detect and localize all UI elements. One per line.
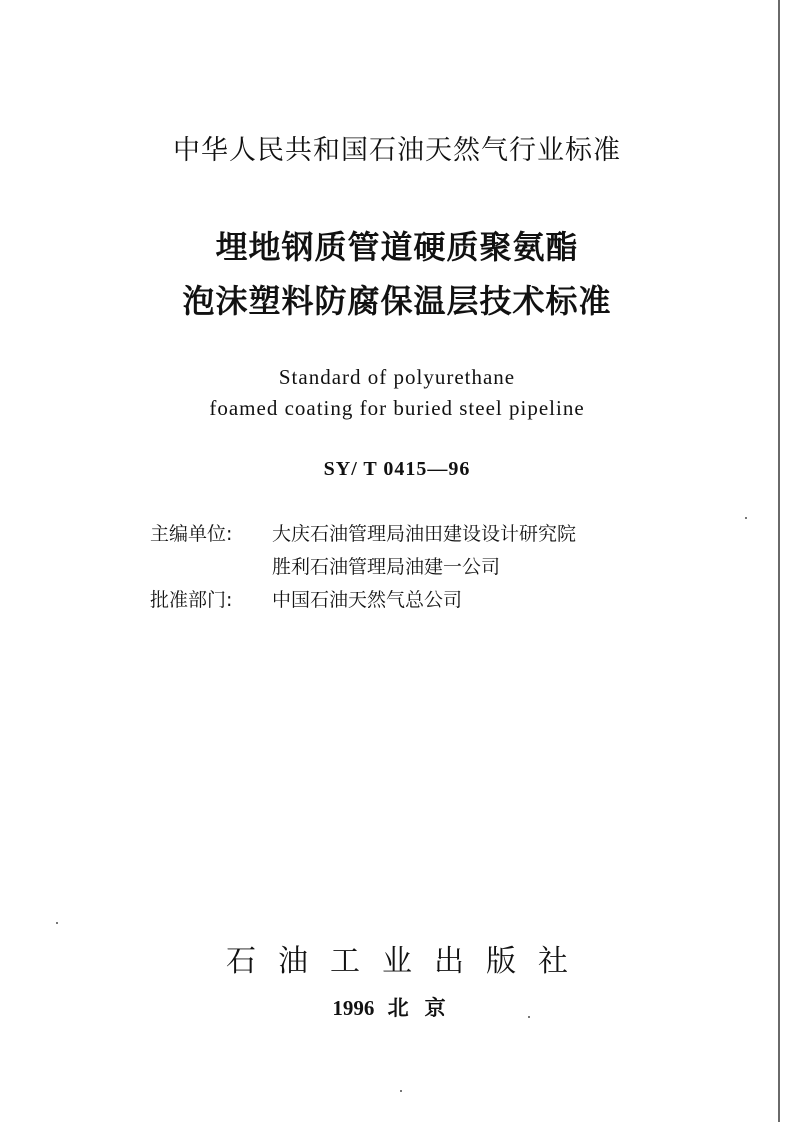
english-title-line-1: Standard of polyurethane	[278, 365, 516, 389]
approver-row	[150, 585, 462, 613]
industry-standard-heading: 中华人民共和国石油天然气行业标准	[173, 135, 621, 166]
editor-row	[150, 519, 576, 547]
editor-value-1: 大庆石油管理局油田建设设计研究院	[272, 523, 577, 545]
scan-speck	[400, 1090, 402, 1092]
editor-value-2: 胜利石油管理局油建一公司	[272, 556, 501, 578]
imprint-year: 1996	[332, 996, 375, 1020]
editor-label: 主编单位:	[150, 523, 233, 545]
scan-speck	[745, 517, 747, 519]
standard-code: SY/ T 0415—96	[323, 458, 471, 480]
editor-row-continued	[150, 552, 500, 580]
approver-value: 中国石油天然气总公司	[272, 589, 463, 611]
document-title-line-1: 埋地钢质管道硬质聚氨酯	[215, 228, 579, 266]
document-title-line-2: 泡沫塑料防腐保温层技术标准	[182, 282, 612, 320]
english-title-line-2: foamed coating for buried steel pipeline	[209, 396, 585, 420]
imprint-city: 北京	[387, 996, 462, 1020]
scan-speck	[56, 922, 58, 924]
publisher-name: 石油工业出版社	[226, 944, 590, 979]
approver-label: 批准部门:	[150, 589, 233, 611]
imprint	[0, 992, 794, 1022]
